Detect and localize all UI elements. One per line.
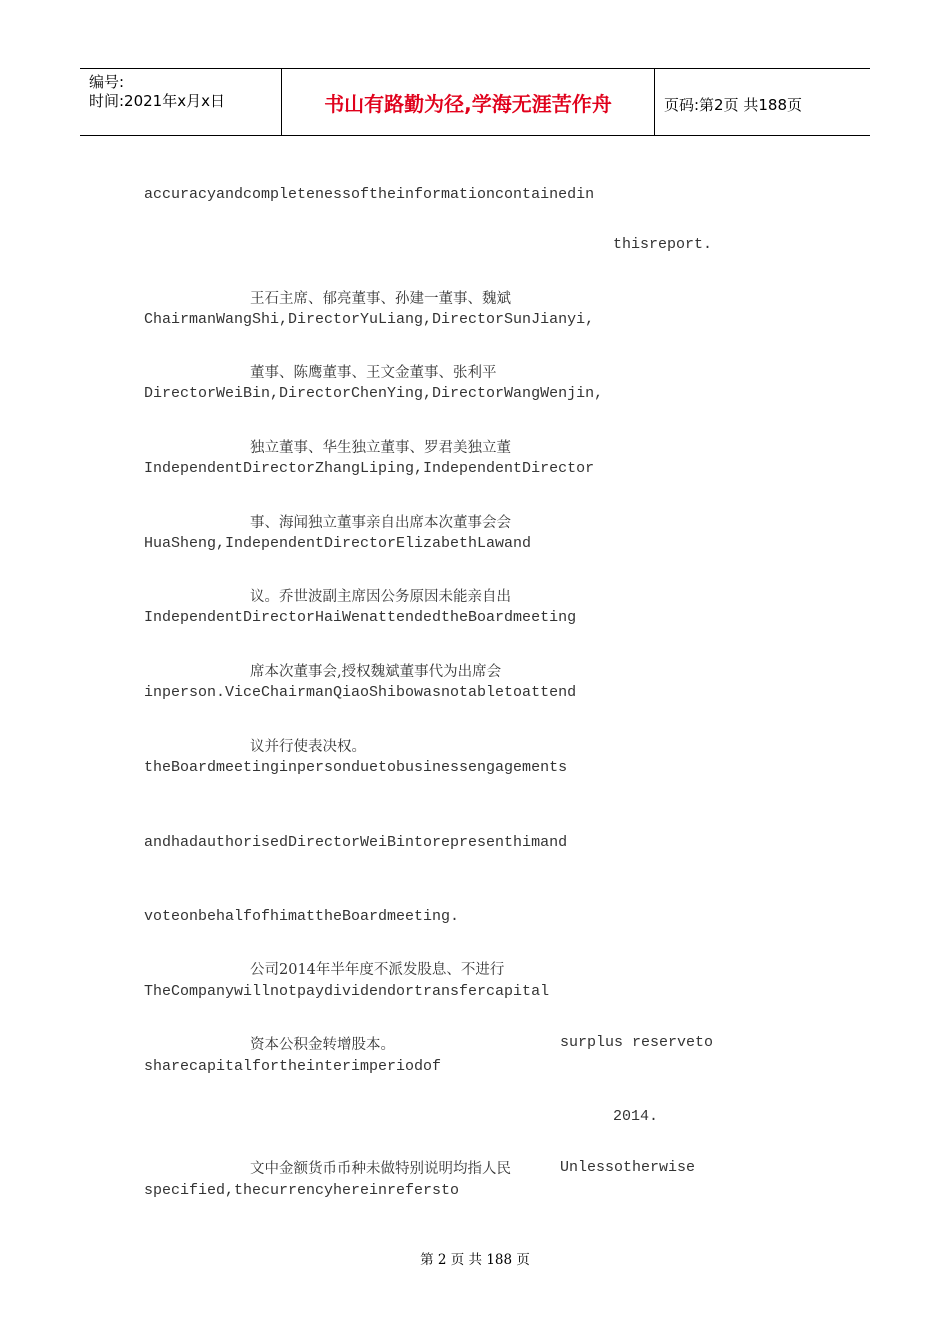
english-text-line: IndependentDirectorHaiWenattendedtheBoardmeeting — [144, 609, 577, 626]
header-number-label: 编号: — [89, 73, 125, 91]
english-text-line: ChairmanWangShi,DirectorYuLiang,DirectorSunJianyi, — [144, 311, 595, 328]
text-line: thisreport. — [613, 236, 713, 253]
header-page-info: 页码:第2页 共188页 — [664, 96, 802, 114]
english-text-line: inperson.ViceChairmanQiaoShibowasnotabletoattend — [144, 684, 577, 701]
english-text-line: IndependentDirectorZhangLiping,IndependentDirector — [144, 460, 595, 477]
english-text-line: sharecapitalfortheinterimperiodof — [144, 1058, 442, 1075]
chinese-text-line: 资本公积金转增股本。 — [250, 1037, 395, 1053]
text-line: accuracyandcompletenessoftheinformationcontainedin — [144, 186, 595, 203]
english-text-line: theBoardmeetinginpersonduetobusinessengagements — [144, 759, 568, 776]
english-text-line: surplus reserveto — [560, 1034, 714, 1051]
english-text-line: DirectorWeiBin,DirectorChenYing,DirectorWangWenjin, — [144, 385, 604, 402]
english-text-line: andhadauthorisedDirectorWeiBintorepresenthimand — [144, 834, 568, 851]
chinese-text-line: 议。乔世波副主席因公务原因未能亲自出 — [250, 589, 511, 605]
header-bottom-rule — [80, 135, 870, 136]
header-motto: 书山有路勤为径,学海无涯苦作舟 — [324, 92, 612, 116]
chinese-text-line: 事、海闻独立董事亲自出席本次董事会会 — [250, 515, 511, 531]
chinese-text-line: 王石主席、郁亮董事、孙建一董事、魏斌 — [250, 291, 511, 307]
chinese-text-line: 独立董事、华生独立董事、罗君美独立董 — [250, 440, 511, 456]
chinese-text-line: 董事、陈鹰董事、王文金董事、张利平 — [250, 365, 497, 381]
chinese-text-line: 席本次董事会,授权魏斌董事代为出席会 — [250, 664, 502, 680]
chinese-text-line: 文中金额货币币种未做特别说明均指人民 — [250, 1161, 511, 1177]
footer-page-number: 第 2 页 共 188 页 — [420, 1252, 530, 1268]
page-footer — [0, 1248, 950, 1268]
chinese-text-line: 议并行使表决权。 — [250, 739, 366, 755]
english-text-line: specified,thecurrencyhereinrefersto — [144, 1182, 460, 1199]
header-divider-right — [654, 68, 655, 136]
english-text-line: voteonbehalfofhimattheBoardmeeting. — [144, 908, 460, 925]
english-text-line: Unlessotherwise — [560, 1159, 696, 1176]
header-time-label: 时间:2021年x月x日 — [89, 92, 225, 110]
english-text-line: HuaSheng,IndependentDirectorElizabethLawand — [144, 535, 532, 552]
header-top-rule — [80, 68, 870, 69]
chinese-text-line: 公司2014年半年度不派发股息、不进行 — [250, 962, 505, 978]
english-text-line: TheCompanywillnotpaydividendortransfercapital — [144, 983, 550, 1000]
english-text-line: 2014. — [613, 1108, 659, 1125]
